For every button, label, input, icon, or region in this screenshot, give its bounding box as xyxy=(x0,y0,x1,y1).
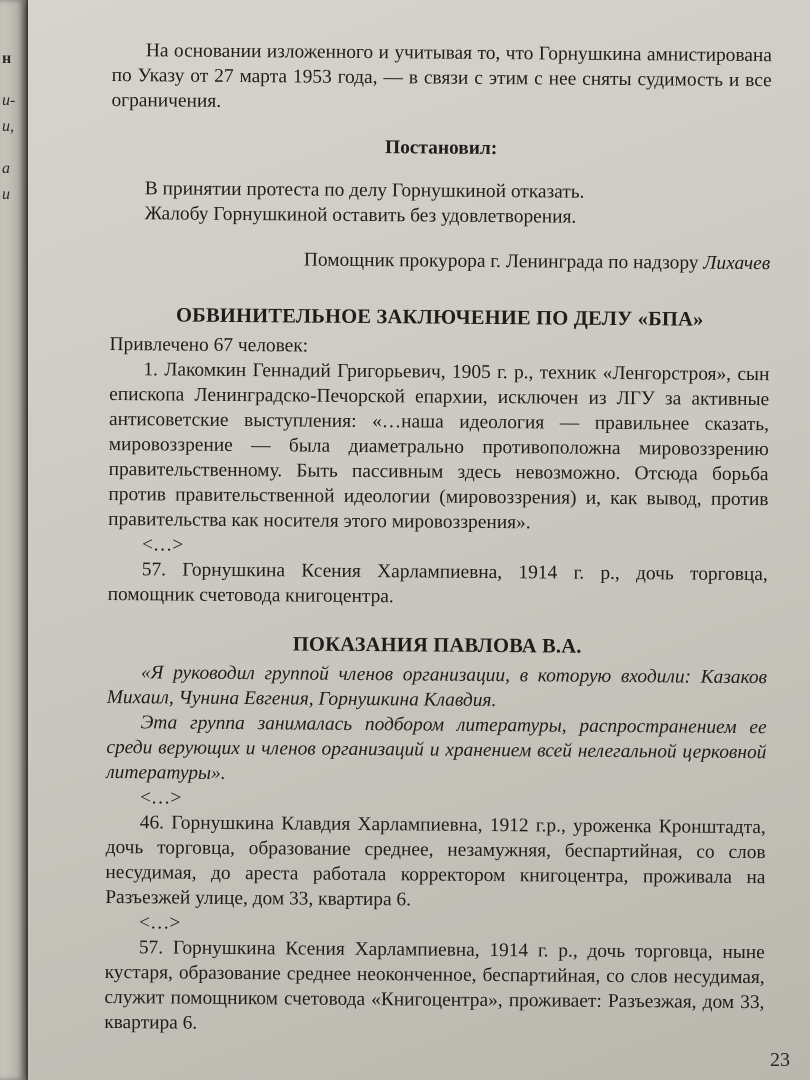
list-item: 46. Горнушкина Клавдия Харлампиевна, 1912 г.р., уроженка Кронштадта, дочь торговца, образование среднее, незамужняя, беспартийная, со слов несудимая, до ареста работала корректором книгоцентра, проживала на Разъезжей улице, дом 33, квартира 6. xyxy=(105,812,766,911)
signature-name: Лихачев xyxy=(703,252,771,275)
resolved-heading: Постановил: xyxy=(384,137,498,160)
quote-paragraph: Эта группа занималась подбором литературы, распространением ее среди верующих и членов организаций и хранением всей нелегальной церковной литературы». xyxy=(106,712,767,784)
quote-paragraph: «Я руководил группой членов организации, в которую входили: Казаков Михаил, Чунина Евгения, Горнушкина Клавдия. xyxy=(106,662,768,712)
omission-marker: <…> xyxy=(141,534,184,556)
left-page-edge xyxy=(0,0,26,1080)
left-page-fragment: и xyxy=(2,186,10,203)
section-lead: Привлечено 67 человек: xyxy=(109,333,309,357)
signature-role: Помощник прокурора г. Ленинграда по надзору xyxy=(303,249,704,274)
page-number: 23 xyxy=(770,1049,790,1071)
left-page-fragment: а xyxy=(2,160,10,177)
list-item: 57. Горнушкина Ксения Харлампиевна, 1914 г. р., дочь торговца, ныне кустаря, образование среднее неоконченное, беспартийная, со слов несудимая, служит помощником счетовода «Книгоцентра», проживает: Разъезжая, дом 33, квартира 6. xyxy=(104,937,765,1034)
section-title: ПОКАЗАНИЯ ПАВЛОВА В.А. xyxy=(292,633,582,658)
list-item: 1. Лакомкин Геннадий Григорьевич, 1905 г. р., техник «Ленгорстроя», сын епископа Ленинградско-Печорской епархии, исключен из ЛГУ за активные антисоветские выступления: «…наша идеология — правильнее сказать, мировоззрение — была диаметрально противоположна мировоззрению правительственному. Быть пассивным здесь невозможно. Отсюда борьба против правительственной идеологии (мировоззрения) и, как вывод, против правительства как носителя этого мировоззрения». xyxy=(108,359,770,534)
omission-marker: <…> xyxy=(139,787,182,809)
page-content xyxy=(104,38,772,1040)
resolution-line: В принятии протеста по делу Горнушкиной отказать. xyxy=(144,178,585,203)
intro-paragraph: На основании изложенного и учитывая то, что Горнушкина амнистирована по Указу от 27 марта 1953 года, — в связи с этим с нее сняты судимость и все ограничения. xyxy=(111,40,772,112)
spacer xyxy=(110,271,770,308)
list-item: 57. Горнушкина Ксения Харлампиевна, 1914 г. р., дочь торговца, помощник счетовода книгоцентра. xyxy=(107,559,768,608)
section-title: ОБВИНИТЕЛЬНОЕ ЗАКЛЮЧЕНИЕ ПО ДЕЛУ «БПА» xyxy=(176,304,704,331)
omission-marker: <…> xyxy=(138,912,181,934)
left-page-fragment: н xyxy=(2,50,12,67)
left-page-fragment: и- xyxy=(2,92,16,109)
resolution-line: Жалобу Горнушкиной оставить без удовлетворения. xyxy=(144,203,577,228)
book-page xyxy=(28,0,810,1080)
left-page-fragment: и, xyxy=(2,118,14,135)
